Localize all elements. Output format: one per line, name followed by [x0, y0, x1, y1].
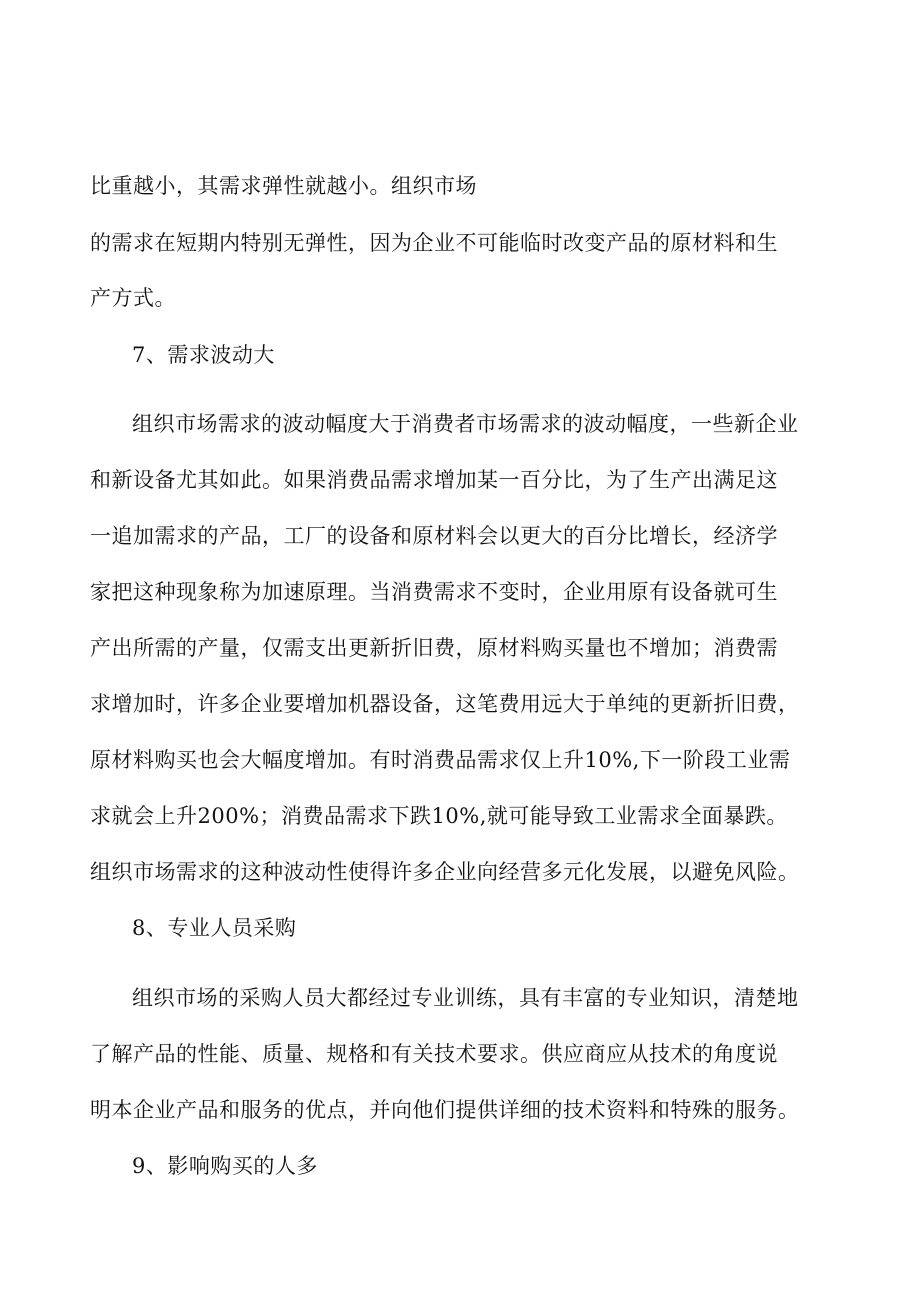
- paragraph-line: 组织市场需求的波动幅度大于消费者市场需求的波动幅度，一些新企业: [132, 412, 799, 436]
- paragraph-line: 家把这种现象称为加速原理。当消费需求不变时，企业用原有设备就可生: [90, 580, 778, 604]
- paragraph-line: 组织市场需求的这种波动性使得许多企业向经营多元化发展，以避免风险。: [90, 860, 800, 884]
- paragraph-line: 比重越小，其需求弹性就越小。组织市场: [90, 174, 477, 198]
- paragraph-line: 和新设备尤其如此。如果消费品需求增加某一百分比，为了生产出满足这: [90, 468, 778, 492]
- paragraph-line: 原材料购买也会大幅度增加。有时消费品需求仅上升10%,下一阶段工业需: [90, 748, 791, 772]
- paragraph-line: 组织市场的采购人员大都经过专业训练，具有丰富的专业知识，清楚地: [132, 986, 799, 1010]
- paragraph-line: 求增加时，许多企业要增加机器设备，这笔费用远大于单纯的更新折旧费，: [90, 692, 800, 716]
- paragraph-line: 了解产品的性能、质量、规格和有关技术要求。供应商应从技术的角度说: [90, 1042, 778, 1066]
- paragraph-line: 产方式。: [90, 286, 176, 310]
- paragraph-line: 一追加需求的产品，工厂的设备和原材料会以更大的百分比增长，经济学: [90, 524, 778, 548]
- section-heading-8: 8、专业人员采购: [132, 916, 297, 940]
- paragraph-line: 的需求在短期内特别无弹性，因为企业不可能临时改变产品的原材料和生: [90, 231, 778, 255]
- paragraph-line: 明本企业产品和服务的优点，并向他们提供详细的技术资料和特殊的服务。: [90, 1098, 800, 1122]
- paragraph-line: 产出所需的产量，仅需支出更新折旧费，原材料购买量也不增加；消费需: [90, 636, 778, 660]
- paragraph-line: 求就会上升200%；消费品需求下跌10%,就可能导致工业需求全面暴跌。: [90, 804, 788, 828]
- section-heading-7: 7、需求波动大: [132, 343, 275, 367]
- section-heading-9: 9、影响购买的人多: [132, 1154, 318, 1178]
